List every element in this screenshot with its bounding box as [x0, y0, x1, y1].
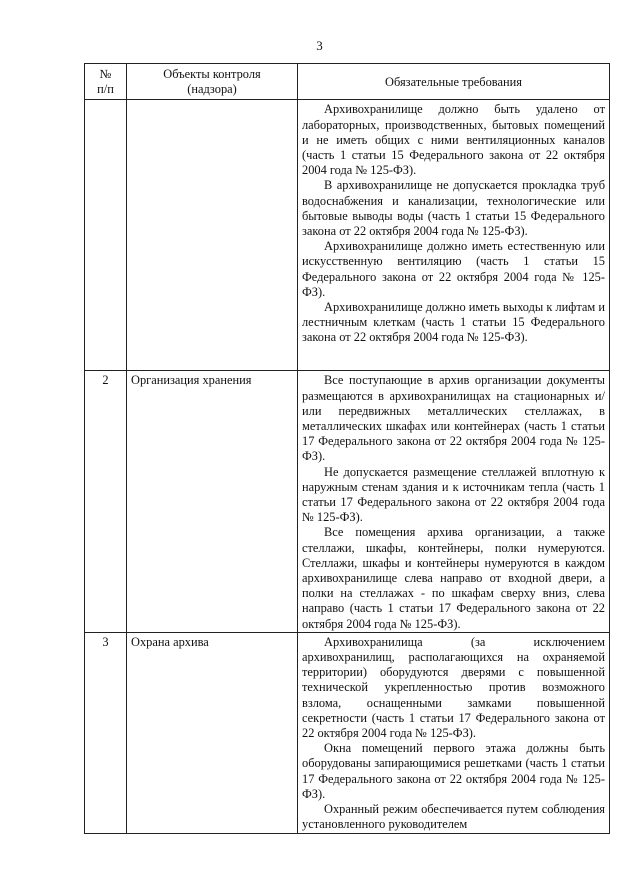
- requirement-paragraph: Архивохранилище должно иметь выходы к лифтам и лестничным клеткам (часть 1 статьи 15 Федерального закона от 22 октября 2004 года № 125-ФЗ).: [302, 300, 605, 345]
- requirement-paragraph: В архивохранилище не допускается прокладка труб водоснабжения и канализации, технологические или бытовые выводы воды (часть 1 статьи 15 Федерального закона от 22 октября 2004 года № 125-ФЗ).: [302, 178, 605, 239]
- header-number: [85, 64, 127, 100]
- requirement-paragraph: Все поступающие в архив организации документы размещаются в архивохранилищах на стационарных и/или передвижных металлических стеллажах, в металлических шкафах или контейнерах (часть 1 статьи 17 Федерального закона от 22 октября 2004 года № 125-ФЗ).: [302, 373, 605, 464]
- table-header-row: [85, 64, 610, 100]
- row-number: 3: [85, 632, 127, 833]
- row-number: 2: [85, 371, 127, 632]
- row-requirements: [298, 100, 610, 371]
- requirement-paragraph: Архивохранилища (за исключением архивохранилищ, располагающихся на охраняемой территории) оборудуются дверями с повышенной технической укрепленностью против возможного взлома, оснащенными замками повышенной секретности (часть 1 статьи 17 Федерального закона от 22 октября 2004 года № 125-ФЗ).: [302, 634, 605, 741]
- header-object-line-2: (надзора): [187, 82, 237, 97]
- header-requirements: Обязательные требования: [298, 64, 610, 100]
- row-object: [127, 100, 298, 371]
- table-row: [85, 371, 610, 632]
- requirement-paragraph: Не допускается размещение стеллажей вплотную к наружным стенам здания и к источникам тепла (часть 1 статьи 17 Федерального закона от 22 октября 2004 года № 125-ФЗ).: [302, 464, 605, 525]
- row-object: Организация хранения: [127, 371, 298, 632]
- header-object: [127, 64, 298, 100]
- requirements-table: [84, 63, 610, 834]
- header-number-line-1: №: [99, 67, 112, 81]
- table-row: [85, 632, 610, 833]
- header-object-line-1: Объекты контроля: [163, 67, 261, 81]
- header-number-line-2: п/п: [97, 82, 114, 97]
- requirement-paragraph: Архивохранилище должно иметь естественную или искусственную вентиляцию (часть 1 статьи 15 Федерального закона от 22 октября 2004 года № 125-ФЗ).: [302, 239, 605, 299]
- requirement-paragraph: Охранный режим обеспечивается путем соблюдения установленного руководителем: [302, 802, 605, 832]
- row-requirements: [298, 632, 610, 833]
- table-row: [85, 100, 610, 371]
- row-requirements: [298, 371, 610, 632]
- page-number: 3: [316, 38, 323, 53]
- requirement-paragraph: Окна помещений первого этажа должны быть оборудованы запирающимися решетками (часть 1 статьи 17 Федерального закона от 22 октября 2004 года № 125-ФЗ).: [302, 741, 605, 801]
- requirement-paragraph: Архивохранилище должно быть удалено от лабораторных, производственных, бытовых помещений и не иметь общих с ними вентиляционных каналов (часть 1 статьи 15 Федерального закона от 22 октября 2004 года № 125-ФЗ).: [302, 102, 605, 178]
- row-object: Охрана архива: [127, 632, 298, 833]
- requirement-paragraph: Все помещения архива организации, а также стеллажи, шкафы, контейнеры, полки нумеруются. Стеллажи, шкафы и контейнеры нумеруются в каждом архивохранилище слева направо от входной двери, а полки на стеллажах - по шкафам сверху вниз, слева направо (часть 1 статьи 17 Федерального закона от 22 октября 2004 года № 125-ФЗ).: [302, 525, 605, 631]
- row-number: [85, 100, 127, 371]
